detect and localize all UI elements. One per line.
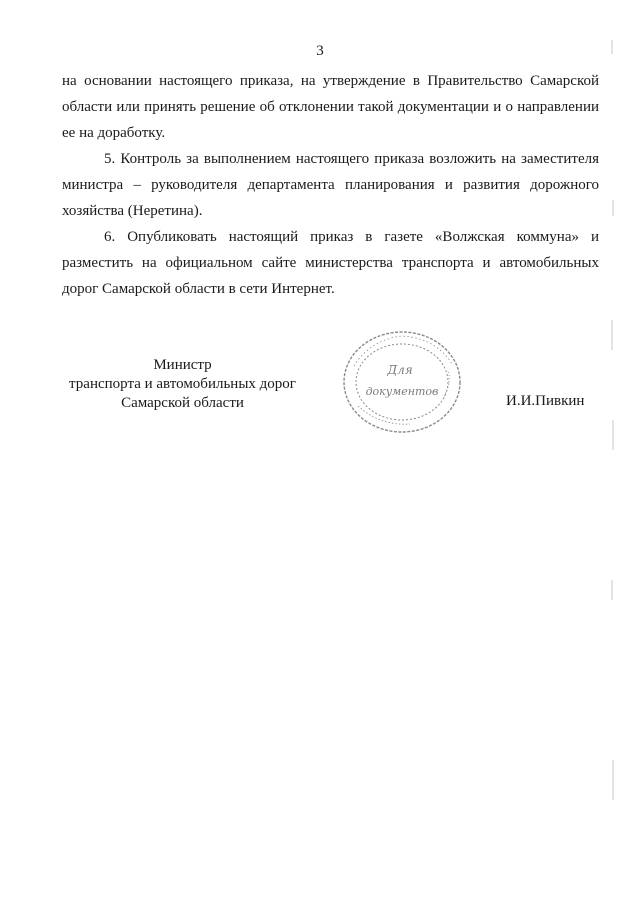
- scan-margin-marks: [610, 40, 616, 840]
- stamp-text: Для: [387, 363, 413, 377]
- stamp-seal: [340, 326, 465, 438]
- paragraph-continuation: на основании настоящего приказа, на утверждение в Правительство Самарской области или принять решение об отклонении такой документации и о направлении ее на доработку.: [62, 73, 599, 141]
- paragraph-item-6: 6. Опубликовать настоящий приказ в газете «Волжская коммуна» и разместить на официальном сайте министерства транспорта и автомобильных дорог Самарской области в сети Интернет.: [62, 229, 599, 297]
- stamp-text: документов: [365, 385, 439, 398]
- signature-title-block: [40, 356, 325, 413]
- paragraph-item-5: 5. Контроль за выполнением настоящего приказа возложить на заместителя министра – руководителя департамента планирования и развития дорожного хозяйства (Неретина).: [62, 151, 599, 219]
- signature-title-line: Министр: [153, 357, 212, 373]
- signature-title-line: Самарской области: [121, 395, 244, 411]
- page-number: 3: [316, 43, 324, 59]
- signer-name: И.И.Пивкин: [506, 393, 585, 409]
- signature-title-line: транспорта и автомобильных дорог: [69, 376, 296, 392]
